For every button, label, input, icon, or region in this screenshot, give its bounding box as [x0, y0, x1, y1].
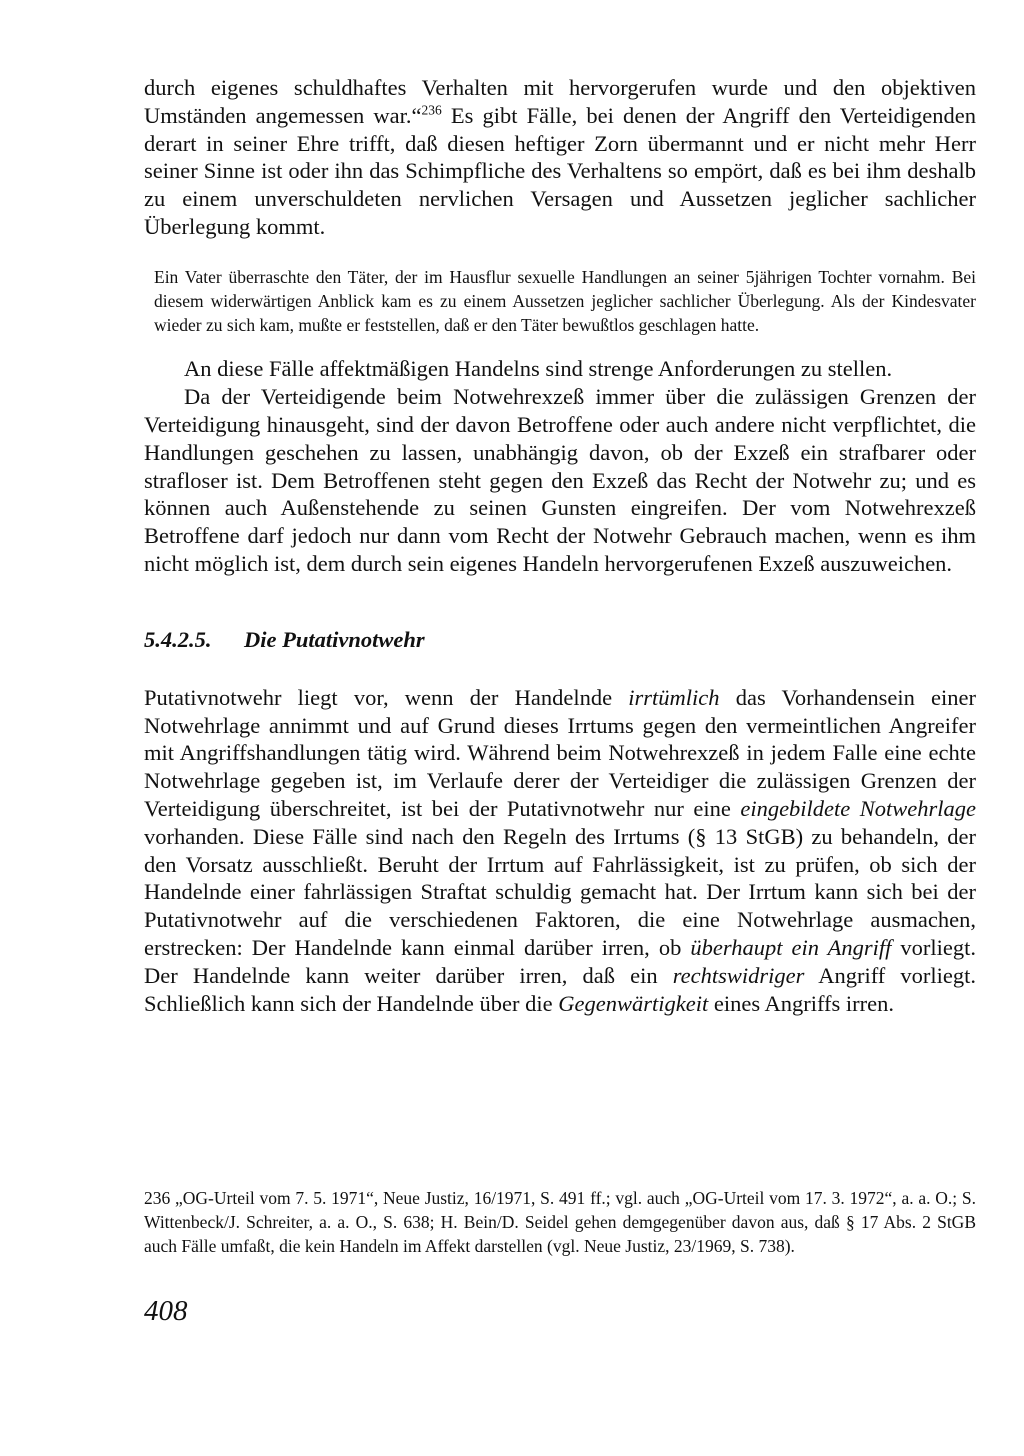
emphasis-text: rechtswidriger [672, 962, 805, 988]
emphasis-text: irrtümlich [628, 684, 720, 710]
footnote-ref-236[interactable]: 236 [421, 102, 442, 118]
emphasis-text: eingebildete Notwehrlage [740, 795, 977, 821]
paragraph-text: Es gibt Fälle, bei denen der Angriff den Verteidigenden derart in seiner Ehre trifft, daß diesen heftiger Zorn übermannt und er nicht mehr Herr seiner Sinne ist oder ihn das Schimpfliche des Verhaltens so empört, daß es bei ihm deshalb zu einem unverschuldeten nervlichen Versagen und Aussetzen jeglicher sachlicher Überlegung kommt. [144, 102, 976, 239]
section-title: Die Putativnotwehr [244, 626, 425, 652]
paragraph-text: Putativnotwehr liegt vor, wenn der Handelnde [144, 684, 629, 710]
paragraph-text: durch eigenes schuldhaftes Verhalten mit hervorgerufen wurde und den objektiven Umständen angemessen war.“ [144, 75, 976, 128]
paragraph-text: das Vorhandensein einer Notwehrlage annimmt und auf Grund dieses Irrtums gegen den vermeintlichen Angreifer mit Angriffshandlungen tätig wird. Während beim Notwehrexzeß in jedem Falle eine echte Notwehrlage gegeben ist, im Verlaufe derer der Verteidiger die zulässigen Grenzen der Verteidigung überschreitet, ist bei der Putativnotwehr nur eine [144, 684, 976, 821]
paragraph-text: Angriff vorliegt. Schließlich kann sich der Handelnde über die [144, 962, 976, 1016]
page-body [144, 74, 976, 1017]
emphasis-text: Gegenwärtigkeit [558, 990, 709, 1016]
example-case: Ein Vater überraschte den Täter, der im Hausflur sexuelle Handlungen an seiner 5jährigen Tochter vornahm. Bei diesem widerwärtigen Anblick kam es zu einem Aussetzen jeglicher sachlicher Überlegung. Als der Kindesvater wieder zu sich kam, mußte er feststellen, daß er den Täter bewußtlos geschlagen hatte. [154, 266, 976, 336]
paragraph-excess-defense: Da der Verteidigende beim Notwehrexzeß immer über die zulässigen Grenzen der Verteidigung hinausgeht, sind der davon Betroffene oder auch andere nicht verpflichtet, die Handlungen geschehen zu lassen, unabhängig davon, ob der Exzeß ein strafbarer oder strafloser ist. Dem Betroffenen steht gegen den Exzeß das Recht der Notwehr zu; und es können auch Außenstehende zu seinen Gunsten eingreifen. Der vom Notwehrexzeß Betroffene darf jedoch nur dann vom Recht der Notwehr Gebrauch machen, wenn es ihm nicht möglich ist, dem durch sein eigenes Handeln hervorgerufenen Exzeß auszuweichen. [144, 384, 976, 576]
paragraph-affect-requirements: An diese Fälle affektmäßigen Handelns sind strenge Anforderungen zu stellen. [184, 356, 893, 382]
paragraph-putative-defense [144, 684, 976, 1018]
section-heading [144, 626, 976, 654]
emphasis-text: überhaupt ein Angriff [690, 934, 892, 960]
paragraph-text: vorliegt. Der Handelnde kann weiter darüber irren, daß ein [144, 934, 976, 988]
paragraph-text: vorhanden. Diese Fälle sind nach den Regeln des Irrtums (§ 13 StGB) zu behandeln, der den Vorsatz ausschließt. Beruht der Irrtum auf Fahrlässigkeit, ist zu prüfen, ob sich der Handelnde einer fahrlässigen Straftat schuldig gemacht hat. Der Irrtum kann sich bei der Putativnotwehr auf die verschiedenen Faktoren, die eine Notwehrlage ausmachen, erstrecken: Der Handelnde kann einmal darüber irren, ob [144, 823, 976, 960]
page-number: 408 [144, 1295, 188, 1327]
paragraph-text: eines Angriffs irren. [708, 990, 895, 1016]
section-number: 5.4.2.5. [144, 626, 212, 652]
footnote-236: 236 „OG-Urteil vom 7. 5. 1971“, Neue Justiz, 16/1971, S. 491 ff.; vgl. auch „OG-Urteil vom 17. 3. 1972“, a. a. O.; S. Wittenbeck/J. Schreiter, a. a. O., S. 638; H. Bein/D. Seidel gehen demgegenüber davon aus, daß § 17 Abs. 2 StGB auch Fälle umfaßt, die kein Handeln im Affekt darstellen (vgl. Neue Justiz, 23/1969, S. 738). [144, 1188, 976, 1257]
paragraph-continuation [144, 74, 976, 241]
